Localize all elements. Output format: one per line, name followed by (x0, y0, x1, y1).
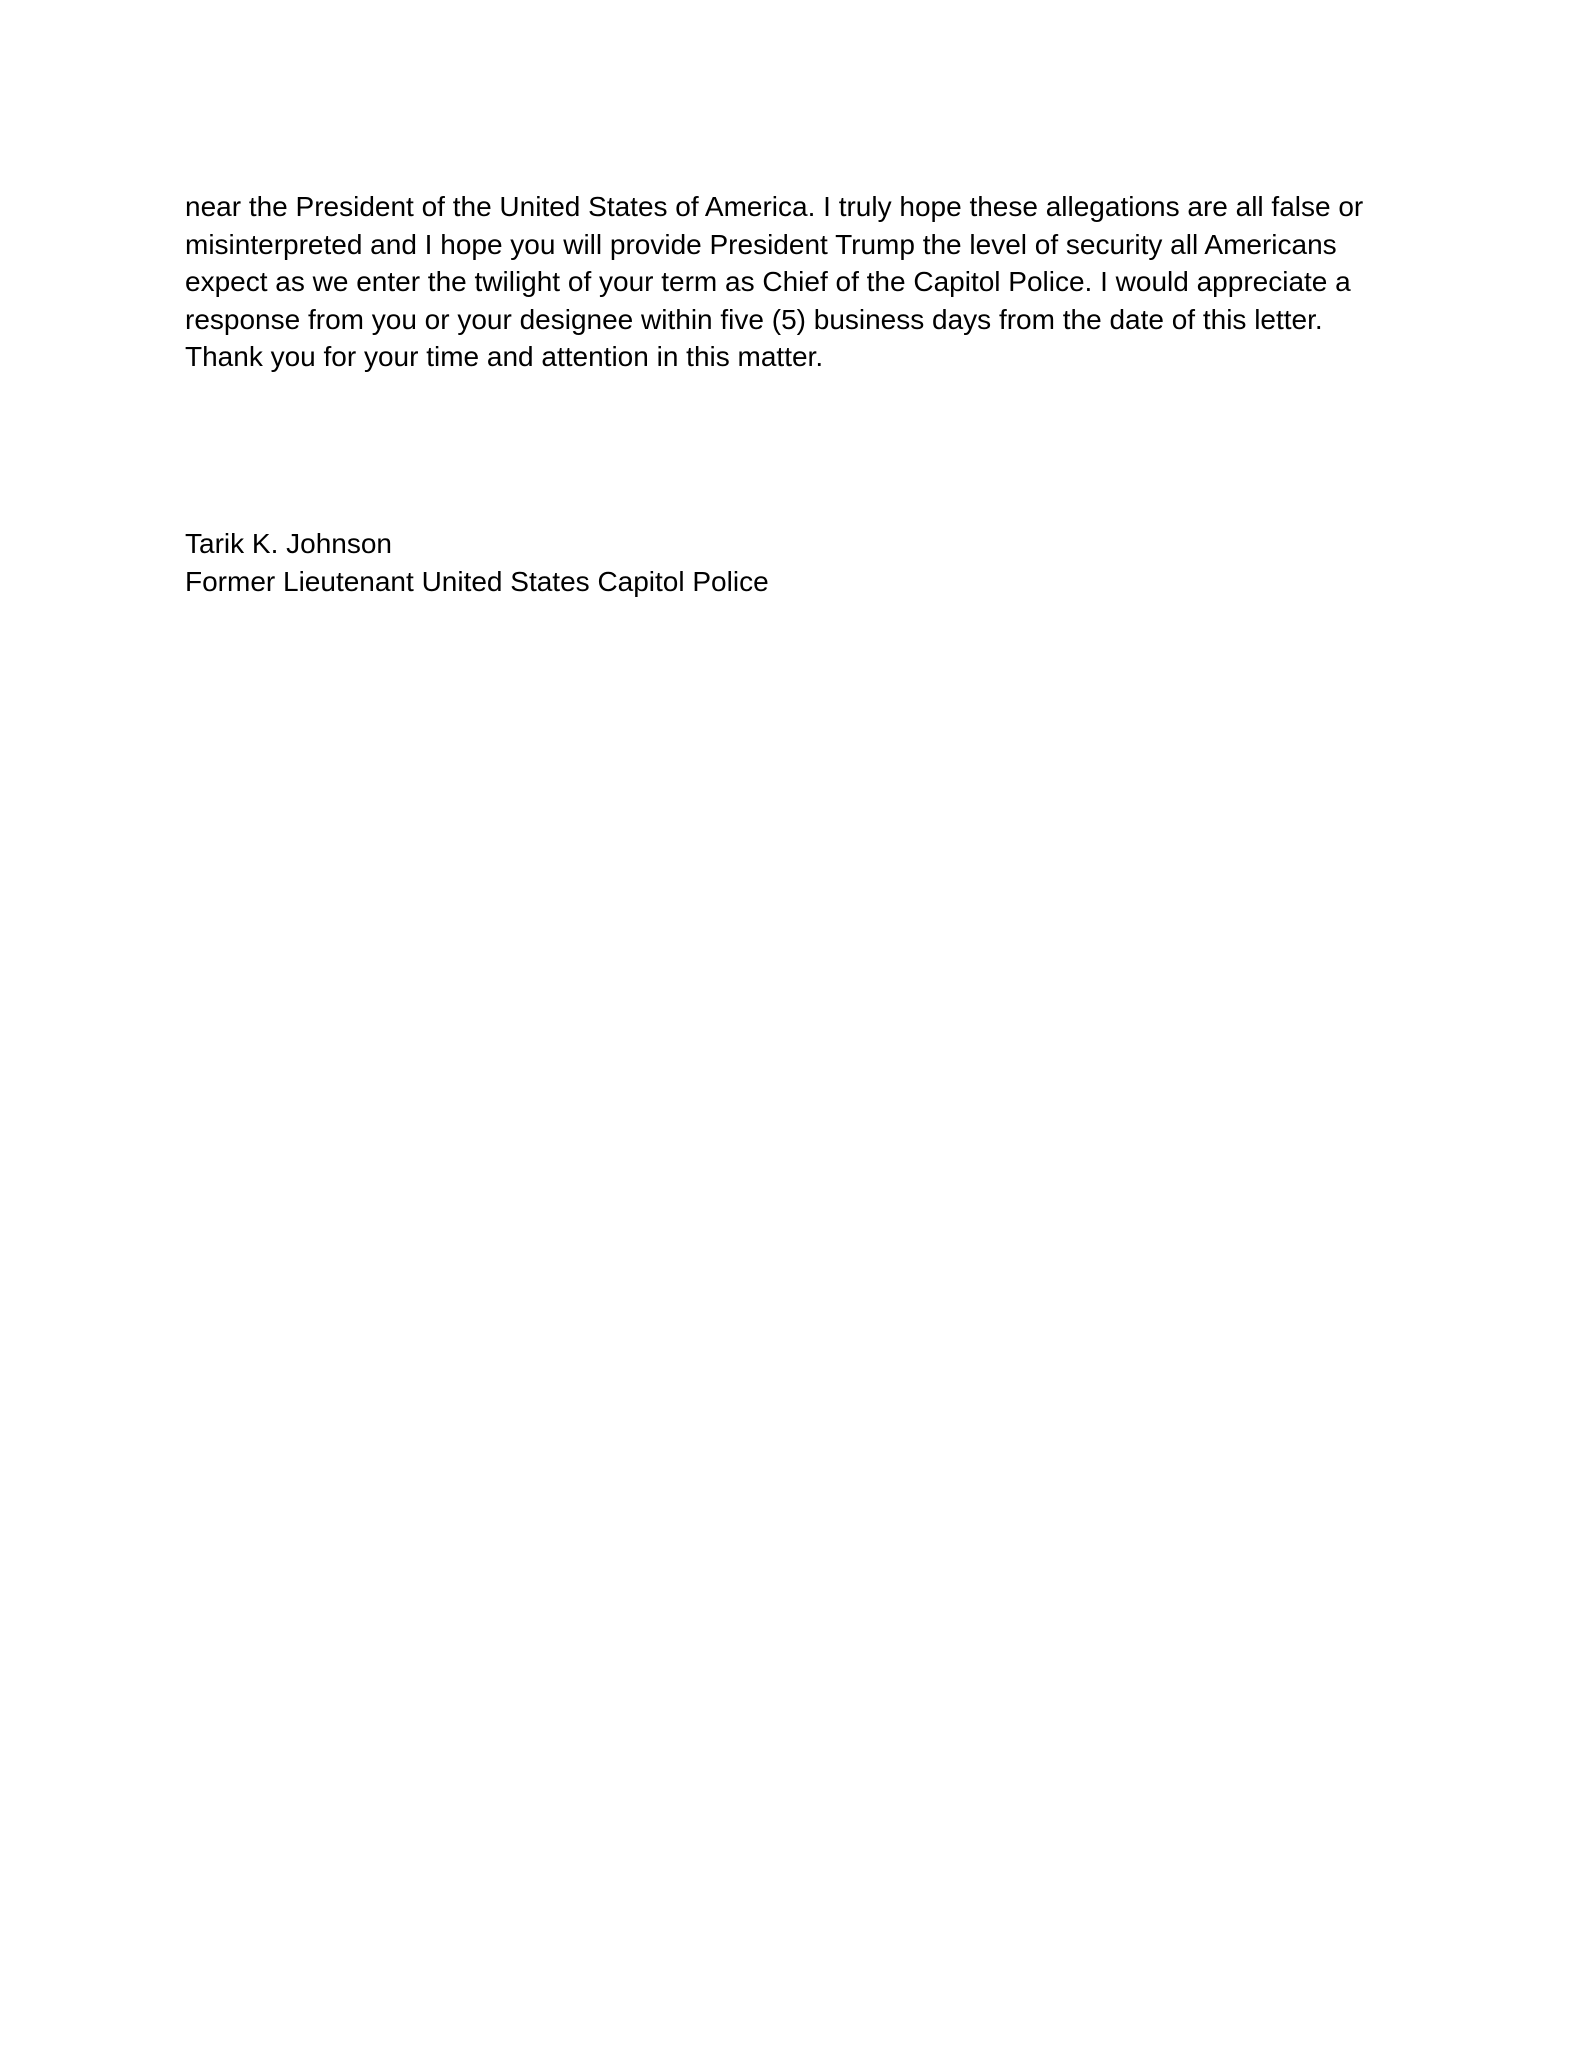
body-line: expect as we enter the twilight of your term as Chief of the Capitol Police. I would appreciate a (185, 266, 1351, 297)
body-line: misinterpreted and I hope you will provide President Trump the level of security all Americans (185, 228, 1337, 260)
body-line: near the President of the United States of America. I truly hope these allegations are all false or (185, 191, 1364, 222)
signature-block (185, 525, 1185, 601)
signer-title: Former Lieutenant United States Capitol Police (185, 566, 769, 597)
signer-name: Tarik K. Johnson (185, 528, 392, 559)
body-line: Thank you for your time and attention in this matter. (185, 341, 824, 372)
letter-body-paragraph (185, 188, 1415, 376)
body-line: response from you or your designee within five (5) business days from the date of this letter. (185, 303, 1323, 335)
